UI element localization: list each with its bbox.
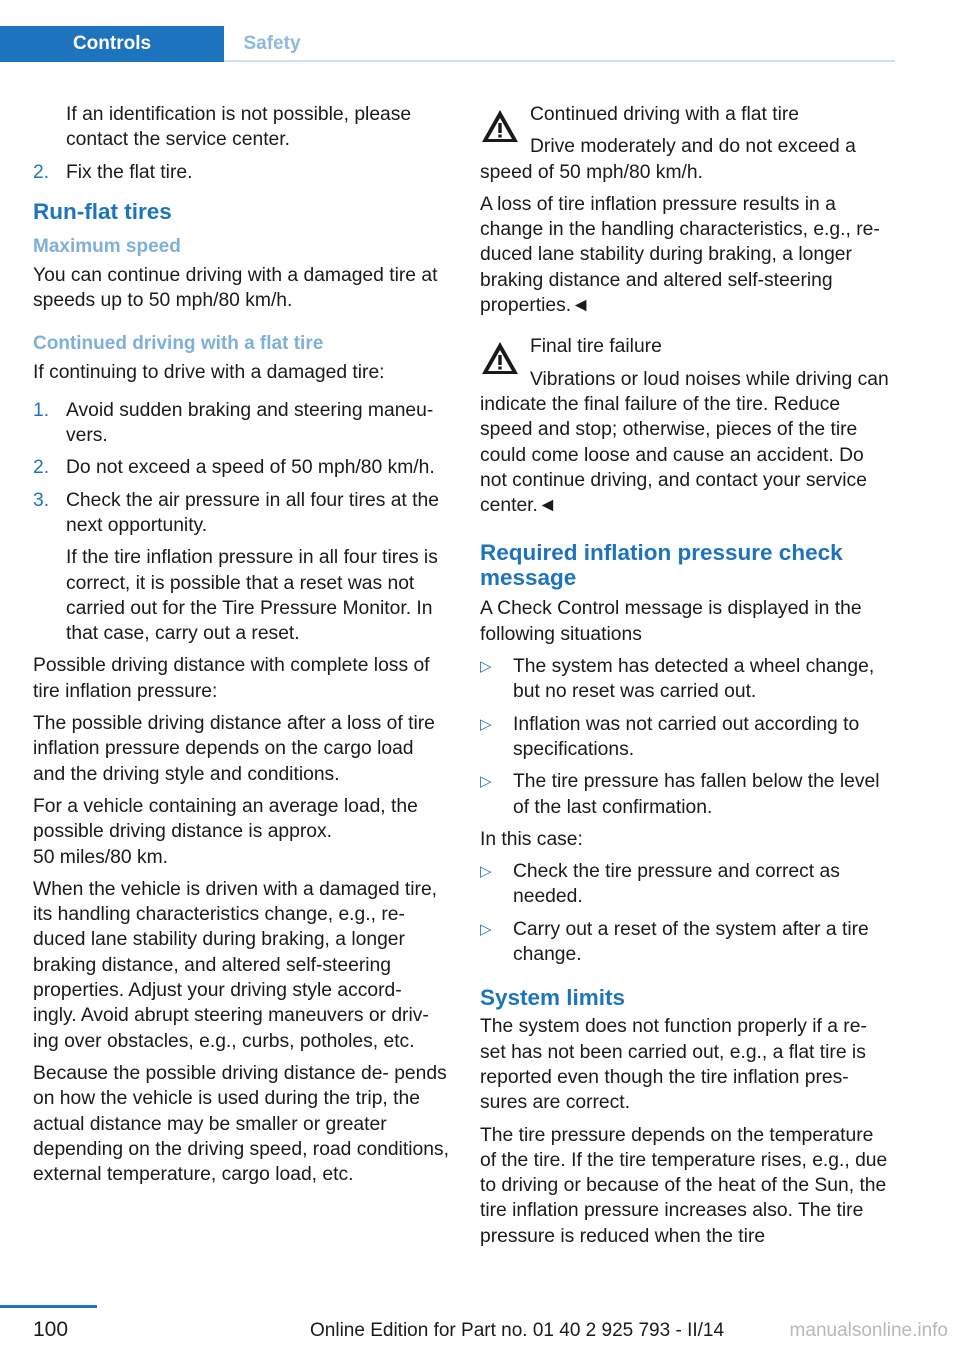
header-rule xyxy=(224,60,895,62)
list-number: 2. xyxy=(33,457,50,479)
paragraph-limits-2: The tire pressure depends on the temperature of the tire. If the tire temperature rises, e.g., due to driving or because of the heat of the Sun, the tire inflation pressure increases also. The tire pressure is reduced when the tire xyxy=(480,1124,888,1247)
warning-triangle-icon xyxy=(480,108,520,144)
paragraph-distance-1: Possible driving distance with complete loss of tire inflation pressure: xyxy=(33,655,430,702)
warning-title: Final tire failure xyxy=(530,336,662,358)
warning-triangle-icon xyxy=(480,340,520,376)
list-item xyxy=(480,712,894,763)
list-text: Carry out a reset of the system after a tire change. xyxy=(513,918,869,966)
paragraph-distance-3a: For a vehicle containing an average load, the possible driving distance is approx. xyxy=(33,795,418,843)
list-item xyxy=(33,398,449,449)
header-tabs xyxy=(0,26,895,62)
tab-controls[interactable]: Controls xyxy=(0,26,224,62)
heading-run-flat: Run-flat tires xyxy=(33,198,172,224)
list-number: 1. xyxy=(33,399,50,421)
warning-body: Vibrations or loud noises while driving can indicate the final failure of the tire. Reduce speed and stop; otherwise, pieces of the tire could come loose and cause an accident. Do not continue driving, and contact your service center.◄ xyxy=(480,368,889,517)
tab-safety[interactable]: Safety xyxy=(243,33,301,54)
paragraph-distance-2: The possible driving distance after a loss of tire inflation pressure depends on the cargo load and the driving style and conditions. xyxy=(33,713,435,785)
triangle-bullet-icon: ▷ xyxy=(480,863,492,881)
edition-note: Online Edition for Part no. 01 40 2 925 793 - II/14 xyxy=(310,1320,725,1341)
list-text: Inflation was not carried out according to specifications. xyxy=(513,713,860,760)
triangle-bullet-icon: ▷ xyxy=(480,773,492,791)
footer-rule xyxy=(0,1305,97,1308)
list-item xyxy=(480,859,894,910)
list-text: Fix the flat tire. xyxy=(66,161,193,183)
list-number: 2. xyxy=(33,161,50,183)
subheading-continued-driving: Continued driving with a flat tire xyxy=(33,333,324,355)
warning-final-failure xyxy=(480,334,894,518)
paragraph-limits-1: The system does not function properly if a re‐ set has not been carried out, e.g., a flat tire is reported even though the tire inflation pres‐ sures are correct. xyxy=(480,1016,867,1114)
list-item xyxy=(33,488,449,539)
paragraph-required: A Check Control message is displayed in the following situations xyxy=(480,598,862,645)
warning-title: Continued driving with a flat tire xyxy=(530,104,800,125)
paragraph-distance-5: Because the possible driving distance de‐ pends on how the vehicle is used during the trip, the actual distance may be smaller or greater depending on the driving speed, road conditions, external temperature, cargo load, etc. xyxy=(33,1062,449,1186)
paragraph-distance-4: When the vehicle is driven with a damaged tire, its handling characteristics change, e.g., re‐ duced lane stability during braking, a longer braking distance, and altered self-steering properties. Adjust your driving style accord‐ ingly. Avoid abrupt steering maneuvers or driv‐ ing over obstacles, e.g., curbs, potholes, etc. xyxy=(33,878,438,1052)
right-column xyxy=(480,102,894,1256)
list-item xyxy=(480,917,894,968)
triangle-bullet-icon: ▷ xyxy=(480,920,492,938)
warning-body: Drive moderately and do not exceed a speed of 50 mph/80 km/h. xyxy=(480,136,856,183)
paragraph-continued: If continuing to drive with a damaged tire: xyxy=(33,362,385,384)
list-text: Avoid sudden braking and steering maneu‐ vers. xyxy=(66,399,434,447)
list-text: The tire pressure has fallen below the level of the last confirmation. xyxy=(513,771,880,818)
paragraph-handling: A loss of tire inflation pressure results in a change in the handling characteristics, e.g., re‐ duced lane stability during braking, a longer braking distance and altered self-steering properties.◄ xyxy=(480,193,880,317)
list-text: The system has detected a wheel change, but no reset was carried out. xyxy=(513,656,875,703)
page-number: 100 xyxy=(33,1318,69,1341)
list-item xyxy=(480,769,894,820)
warning-flat-tire xyxy=(480,102,894,185)
list-text: Do not exceed a speed of 50 mph/80 km/h. xyxy=(66,457,435,479)
watermark: manualsonline.info xyxy=(789,1320,948,1341)
list-item xyxy=(480,654,894,705)
paragraph-distance-3 xyxy=(33,794,449,870)
list-text: Check the tire pressure and correct as needed. xyxy=(513,861,840,908)
paragraph-distance-3b: 50 miles/80 km. xyxy=(33,846,169,868)
heading-required-check: Required inflation pressure check message xyxy=(480,540,843,591)
triangle-bullet-icon: ▷ xyxy=(480,658,492,676)
paragraph-reset-note: If the tire inflation pressure in all four tires is correct, it is possible that a reset was not carried out for the Tire Pressure Monitor. In that case, carry out a reset. xyxy=(66,547,438,645)
list-text: Check the air pressure in all four tires at the next opportunity. xyxy=(66,489,439,536)
left-column xyxy=(33,102,449,1194)
paragraph-in-this-case: In this case: xyxy=(480,828,583,850)
subheading-max-speed: Maximum speed xyxy=(33,235,181,257)
list-item xyxy=(33,160,449,185)
list-item xyxy=(33,455,449,480)
triangle-bullet-icon: ▷ xyxy=(480,715,492,733)
paragraph-identification: If an identification is not possible, please contact the service center. xyxy=(66,104,412,151)
list-number: 3. xyxy=(33,489,50,511)
heading-system-limits: System limits xyxy=(480,985,626,1011)
paragraph-max-speed: You can continue driving with a damaged tire at speeds up to 50 mph/80 km/h. xyxy=(33,264,438,312)
